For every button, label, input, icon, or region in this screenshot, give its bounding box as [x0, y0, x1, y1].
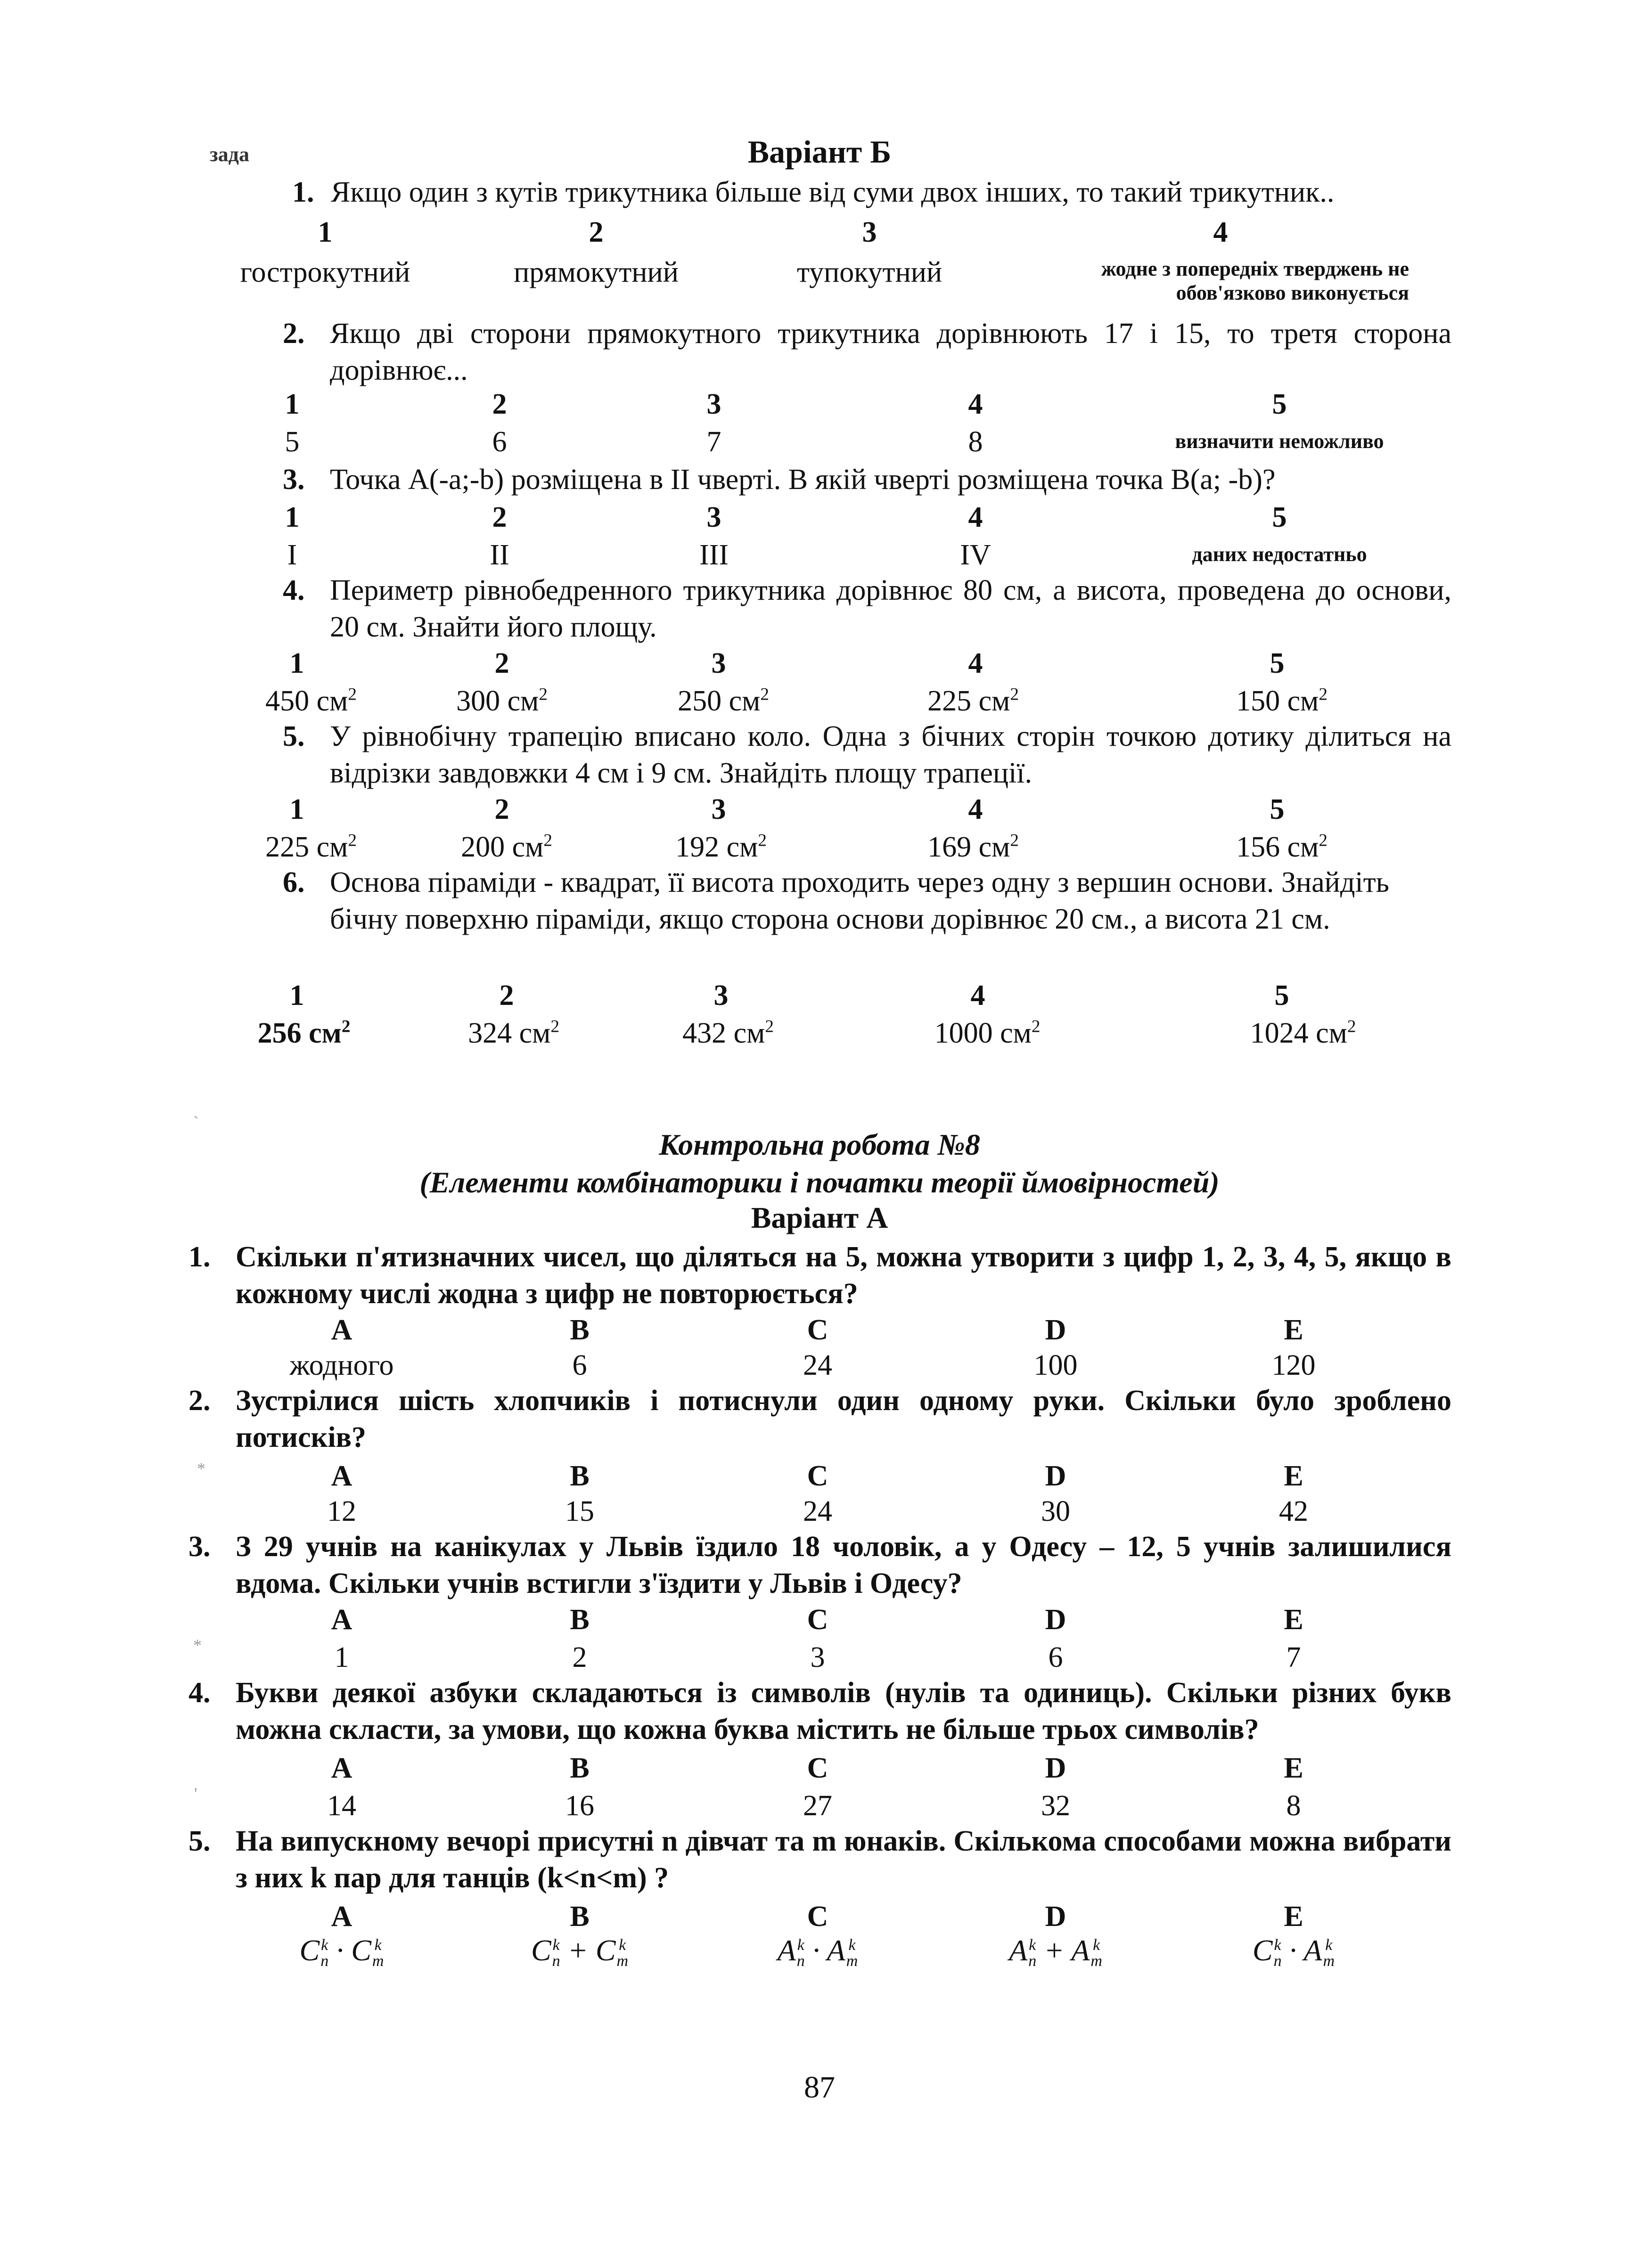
- answer-label: 4: [1213, 216, 1228, 248]
- answer-labels-a2: [0, 1458, 1639, 1496]
- answer-option: 14: [327, 1790, 356, 1822]
- answer-option: 192 $см^2$: [675, 831, 767, 863]
- answer-option: жодне з попередніх тверджень не обов'язково виконується: [1101, 257, 1409, 304]
- formula-option: A k n + A k m: [1009, 1934, 1102, 1970]
- answer-label: A: [331, 1460, 352, 1492]
- answers-b4: [0, 683, 1639, 721]
- answer-option: тупокутний: [796, 256, 942, 288]
- answer-label: 5: [1270, 793, 1285, 825]
- answer-option: 7: [706, 426, 721, 458]
- answer-labels-b4: [0, 645, 1639, 683]
- answer-label: A: [331, 1901, 352, 1933]
- question-b6: [283, 865, 1451, 938]
- question-text: Якщо один з кутів трикутника більше від суми двох інших, то такий трикутник..: [331, 176, 1335, 208]
- answer-option: 120: [1271, 1349, 1316, 1381]
- answer-option: 169 $см^2$: [927, 831, 1019, 863]
- answers-a3: [0, 1640, 1639, 1677]
- page-number: 87: [804, 2070, 835, 2105]
- formula-option: C k n + C k m: [531, 1934, 629, 1970]
- question-a3: [188, 1529, 1451, 1602]
- answer-labels-a3: [0, 1602, 1639, 1640]
- answer-option: 7: [1286, 1641, 1301, 1673]
- answer-labels-a1: [0, 1312, 1639, 1350]
- answer-label: 1: [285, 388, 300, 420]
- answer-label: 4: [968, 647, 983, 679]
- answer-option: 300 $см^2$: [456, 685, 548, 717]
- answer-label: 2: [492, 388, 507, 420]
- answer-option: 156 $см^2$: [1236, 831, 1328, 863]
- question-text: Якщо дві сторони прямокутного трикутника дорівнюють 17 і 15, то третя сторона дорівнює...: [330, 318, 1451, 386]
- question-number: 2.: [283, 318, 305, 350]
- answer-option: 42: [1279, 1495, 1308, 1527]
- answer-label: 1: [289, 979, 304, 1012]
- answer-option: даних недостатньо: [1192, 543, 1367, 566]
- answer-option: 324 $см^2$: [468, 1017, 559, 1049]
- answer-option: 450 $см^2$: [265, 685, 357, 717]
- answer-label: B: [570, 1460, 590, 1492]
- answer-option: I: [287, 539, 297, 571]
- answer-option: 32: [1041, 1790, 1070, 1822]
- answer-option: III: [699, 539, 729, 571]
- question-number: 2.: [188, 1385, 211, 1417]
- answer-label: 1: [318, 216, 333, 248]
- answer-option: 5: [285, 426, 300, 458]
- answer-labels-b1: [0, 214, 1639, 252]
- answer-label: 4: [970, 979, 985, 1012]
- question-b5: [283, 718, 1451, 791]
- question-text: З 29 учнів на канікулах у Львів їздило 18 чоловік, а у Одесу – 12, 5 учнів залишилися вдома. Скільки учнів встигли з'їздити у Львів і Одесу?: [236, 1531, 1451, 1599]
- answer-option: 1000 $см^2$: [934, 1017, 1041, 1049]
- answer-option: 200 $см^2$: [461, 831, 552, 863]
- answer-option: 100: [1033, 1349, 1078, 1381]
- question-text: Основа піраміди - квадрат, її висота проходить через одну з вершин основи. Знайдіть бічну поверхню піраміди, якщо сторона основи дорівнює 20 см., а висота 21 см.: [330, 866, 1389, 935]
- answer-option: 8: [968, 426, 983, 458]
- scan-speck: *: [197, 1459, 205, 1478]
- answer-label: 1: [289, 793, 304, 825]
- answer-label: 5: [1272, 501, 1287, 533]
- answers-b6: [0, 1015, 1639, 1053]
- answer-label: 1: [289, 647, 304, 679]
- question-number: 5.: [283, 720, 305, 752]
- answer-option: 2: [572, 1641, 587, 1673]
- answer-option: 256 $см^2$: [257, 1017, 351, 1049]
- answer-option: 225 $см^2$: [265, 831, 357, 863]
- answer-label: E: [1284, 1901, 1303, 1933]
- answer-label: 5: [1272, 388, 1287, 420]
- answer-option: 1: [334, 1641, 349, 1673]
- answer-label: B: [570, 1314, 590, 1346]
- answer-option: 8: [1286, 1790, 1301, 1822]
- answer-label: 5: [1270, 647, 1285, 679]
- answer-label: 2: [492, 501, 507, 533]
- answer-option: 1024 $см^2$: [1250, 1017, 1356, 1049]
- answers-b5: [0, 829, 1639, 867]
- question-text: У рівнобічну трапецію вписано коло. Одна з бічних сторін точкою дотику ділиться на відрізки завдовжки 4 см і 9 см. Знайдіть площу трапеції.: [330, 720, 1451, 789]
- test-subtitle: (Елементи комбінаторики і початки теорії ймовірностей): [419, 1166, 1220, 1199]
- question-number: 1.: [292, 176, 314, 208]
- answer-label: D: [1045, 1314, 1066, 1346]
- question-b3: [283, 462, 1451, 498]
- scan-speck: *: [193, 1636, 202, 1655]
- question-text: Точка A(-a;-b) розміщена в II чверті. В якій чверті розміщена точка B(a; -b)?: [330, 464, 1276, 496]
- formula-option: A k n · A k m: [777, 1934, 858, 1970]
- answer-option: 16: [565, 1790, 594, 1822]
- question-b1: [292, 174, 1423, 211]
- scan-speck: ': [194, 1784, 197, 1803]
- question-number: 5.: [188, 1825, 211, 1857]
- question-number: 1.: [188, 1241, 211, 1273]
- answer-option: прямокутний: [514, 256, 679, 288]
- answer-label: C: [807, 1314, 828, 1346]
- answer-label: B: [570, 1752, 590, 1784]
- answer-label: 3: [711, 793, 726, 825]
- question-number: 3.: [188, 1531, 211, 1563]
- variant-a-title: Варіант А: [751, 1201, 888, 1234]
- answer-labels-b5: [0, 791, 1639, 829]
- answer-option: 3: [810, 1641, 825, 1673]
- answer-label: B: [570, 1604, 590, 1636]
- answer-label: B: [570, 1901, 590, 1933]
- question-text: Скільки п'ятизначних чисел, що діляться на 5, можна утворити з цифр 1, 2, 3, 4, 5, якщо в кожному числі жодна з цифр не повторюється?: [236, 1241, 1451, 1310]
- answer-label: 3: [713, 979, 729, 1012]
- answer-label: 4: [968, 388, 983, 420]
- answer-option: 6: [492, 426, 507, 458]
- answer-label: 3: [862, 216, 877, 248]
- answer-option: 12: [327, 1495, 356, 1527]
- answer-label: D: [1045, 1460, 1066, 1492]
- answer-label: A: [331, 1314, 352, 1346]
- question-a5: [188, 1823, 1451, 1896]
- answer-label: E: [1284, 1604, 1303, 1636]
- scan-speck: `: [193, 1113, 199, 1132]
- answer-label: 2: [499, 979, 514, 1012]
- question-number: 4.: [188, 1677, 211, 1709]
- question-text: Периметр рівнобедренного трикутника дорівнює 80 см, а висота, проведена до основи, 20 см. Знайти його площу.: [330, 574, 1451, 643]
- answer-label: C: [807, 1604, 828, 1636]
- answer-label: 5: [1274, 979, 1289, 1012]
- answer-label: E: [1284, 1460, 1303, 1492]
- answer-labels-a4: [0, 1750, 1639, 1788]
- question-a1: [188, 1239, 1451, 1312]
- answer-label: 3: [706, 501, 721, 533]
- answer-label: 2: [494, 793, 509, 825]
- test-title: Контрольна робота №8: [659, 1128, 980, 1161]
- answer-option: 150 $см^2$: [1236, 685, 1328, 717]
- answers-a5: [0, 1932, 1639, 1979]
- answer-option: 24: [803, 1495, 832, 1527]
- answer-label: 3: [706, 388, 721, 420]
- answers-a2: [0, 1493, 1639, 1531]
- answer-label: E: [1284, 1752, 1303, 1784]
- answer-option: IV: [960, 539, 991, 571]
- answer-label: 4: [968, 793, 983, 825]
- question-b4: [283, 572, 1451, 645]
- answer-option: жодного: [289, 1349, 394, 1381]
- answer-label: A: [331, 1752, 352, 1784]
- question-text: Букви деякої азбуки складаються із символів (нулів та одиниць). Скільки різних букв можна скласти, за умови, що кожна буква містить не більше трьох символів?: [236, 1677, 1451, 1746]
- answers-a1: [0, 1347, 1639, 1385]
- answer-label: 3: [711, 647, 726, 679]
- answer-label: D: [1045, 1901, 1066, 1933]
- question-number: 6.: [283, 866, 305, 898]
- answer-option: визначити неможливо: [1175, 430, 1384, 453]
- answer-option: II: [490, 539, 509, 571]
- answers-a4: [0, 1788, 1639, 1826]
- answer-label: E: [1284, 1314, 1303, 1346]
- answers-b1: [0, 254, 1639, 316]
- question-a4: [188, 1675, 1451, 1748]
- question-number: 3.: [283, 464, 305, 496]
- answers-b3: [0, 537, 1639, 575]
- answer-labels-b6: [0, 978, 1639, 1015]
- ink-smudge: зада: [210, 143, 249, 166]
- answer-label: D: [1045, 1752, 1066, 1784]
- answer-label: C: [807, 1460, 828, 1492]
- answer-label: A: [331, 1604, 352, 1636]
- question-a2: [188, 1383, 1451, 1456]
- answer-option: 6: [1048, 1641, 1063, 1673]
- question-text: Зустрілися шість хлопчиків і потиснули один одному руки. Скільки було зроблено потисків?: [236, 1385, 1451, 1453]
- formula-option: C k n · A k m: [1252, 1934, 1335, 1970]
- question-number: 4.: [283, 574, 305, 606]
- answer-label: C: [807, 1752, 828, 1784]
- question-b2: [283, 316, 1451, 389]
- answer-option: 30: [1041, 1495, 1070, 1527]
- answer-option: 24: [803, 1349, 832, 1381]
- answer-option: гострокутний: [240, 256, 410, 288]
- answer-labels-b3: [0, 499, 1639, 537]
- question-text: На випускному вечорі присутні n дівчат та m юнаків. Скількома способами можна вибрати з них k пар для танців (k<n<m) ?: [236, 1825, 1451, 1894]
- answer-option: 15: [565, 1495, 594, 1527]
- answer-label: D: [1045, 1604, 1066, 1636]
- answers-b2: [0, 424, 1639, 462]
- answer-labels-a5: [0, 1899, 1639, 1936]
- answer-option: 225 $см^2$: [927, 685, 1019, 717]
- answer-label: 2: [589, 216, 604, 248]
- answer-label: 4: [968, 501, 983, 533]
- answer-label: C: [807, 1901, 828, 1933]
- answer-label: 1: [285, 501, 300, 533]
- answer-option: 432 $см^2$: [682, 1017, 774, 1049]
- answer-option: 27: [803, 1790, 832, 1822]
- formula-option: C k n · C k m: [299, 1934, 384, 1970]
- answer-option: 6: [572, 1349, 587, 1381]
- answer-labels-b2: [0, 386, 1639, 424]
- answer-label: 2: [494, 647, 509, 679]
- variant-b-title: Варіант Б: [747, 134, 892, 170]
- answer-option: 250 $см^2$: [678, 685, 769, 717]
